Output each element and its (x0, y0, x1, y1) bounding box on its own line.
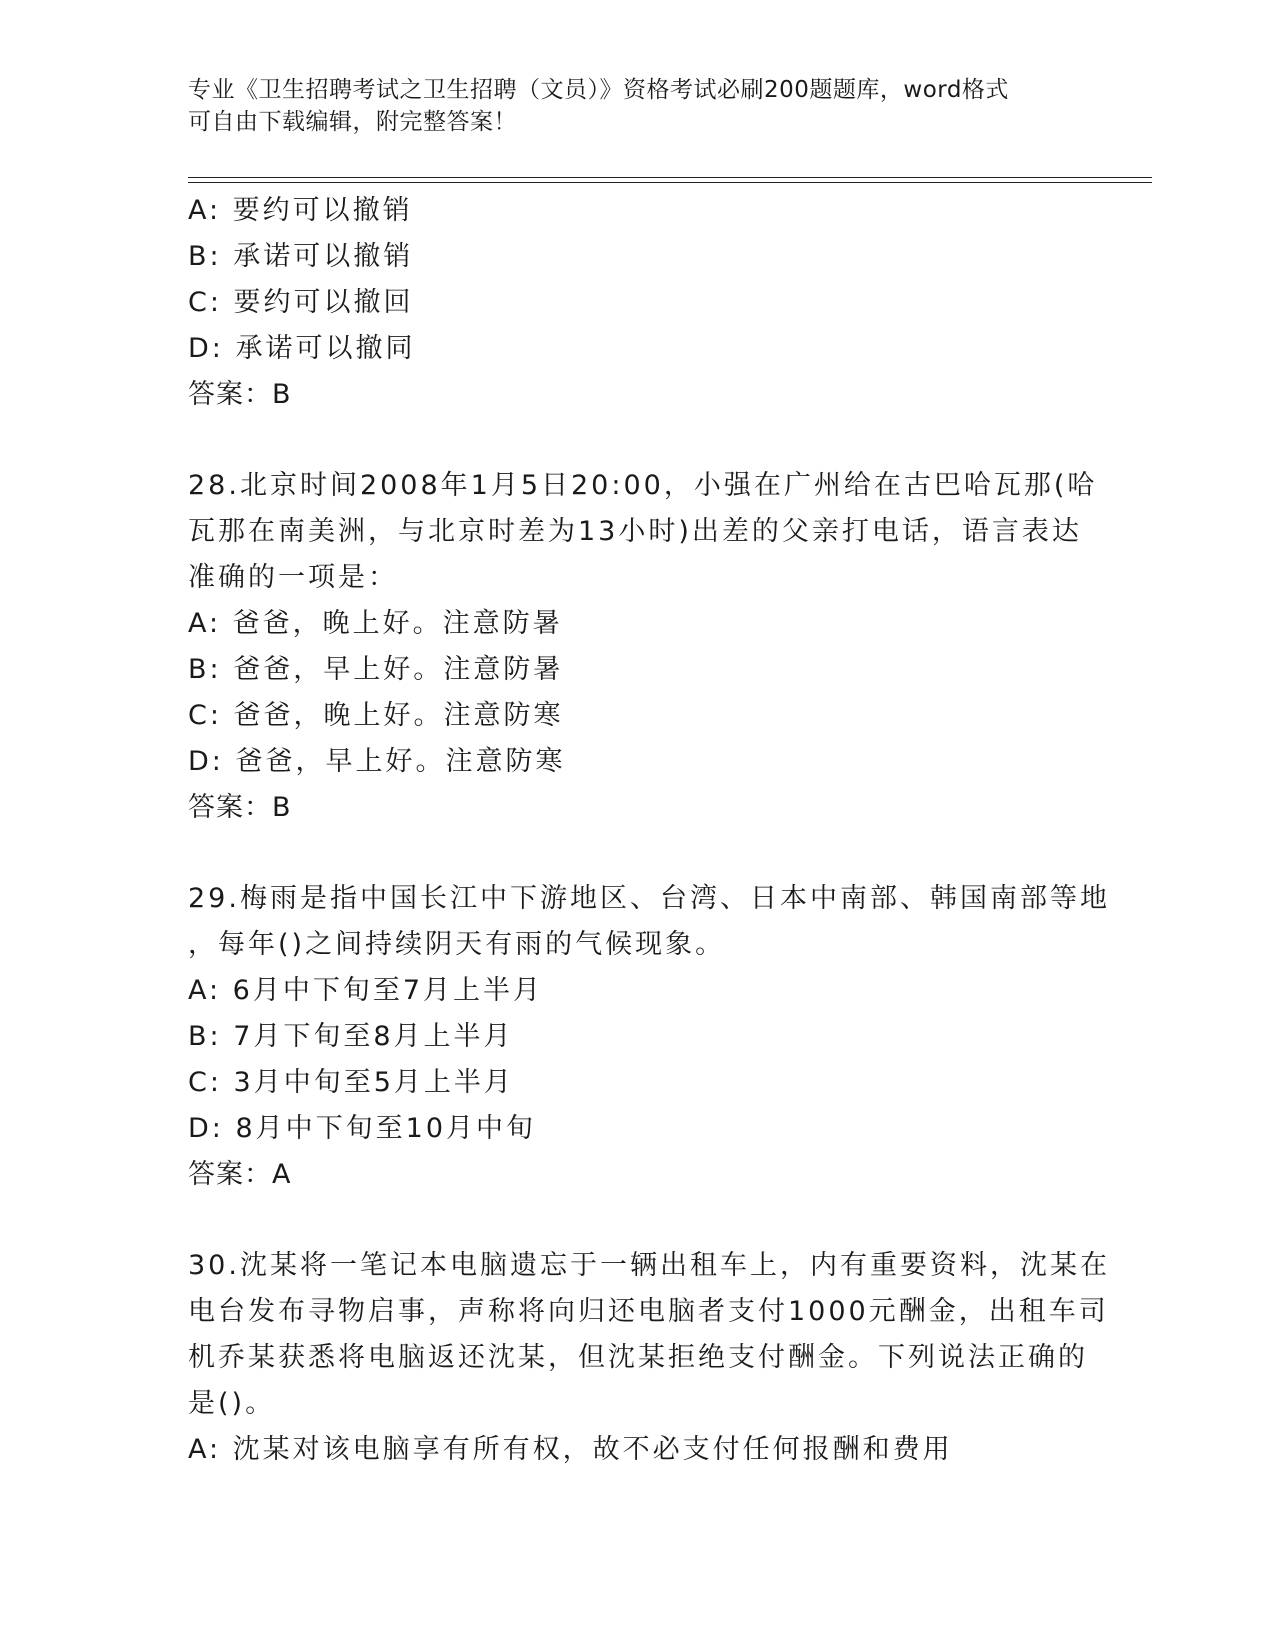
question-text-line: 瓦那在南美洲，与北京时差为13小时)出差的父亲打电话，语言表达 (188, 516, 1082, 547)
header-line-1: 专业《卫生招聘考试之卫生招聘（文员）》资格考试必刷200题题库，word格式 (188, 77, 1009, 103)
question-text-line: ，每年()之间持续阴天有雨的气候现象。 (188, 929, 726, 960)
option-a: A: 要约可以撤销 (188, 195, 413, 226)
answer-line: 答案：B (188, 379, 292, 410)
question-list (188, 188, 1110, 1473)
question-text (188, 1243, 1110, 1427)
question-text-line: 机乔某获悉将电脑返还沈某，但沈某拒绝支付酬金。下列说法正确的 (188, 1342, 1088, 1373)
question-text (188, 876, 1110, 968)
option-d: D: 承诺可以撤同 (188, 333, 416, 364)
option-b: B: 7月下旬至8月上半月 (188, 1021, 514, 1052)
question-text-line: 29.梅雨是指中国长江中下游地区、台湾、日本中南部、韩国南部等地 (188, 883, 1110, 914)
question-28 (188, 463, 1098, 831)
header-divider-top (188, 177, 1152, 178)
option-b: B: 爸爸，早上好。注意防暑 (188, 654, 564, 685)
document-header (188, 74, 1068, 138)
option-d: D: 8月中下旬至10月中旬 (188, 1113, 537, 1144)
question-text-line: 30.沈某将一笔记本电脑遗忘于一辆出租车上，内有重要资料，沈某在 (188, 1250, 1110, 1281)
option-a: A: 爸爸，晚上好。注意防暑 (188, 608, 563, 639)
question-27-continued (188, 188, 1088, 418)
question-text-line: 是()。 (188, 1388, 276, 1419)
answer-line: 答案：A (188, 1159, 292, 1190)
answer-line: 答案：B (188, 792, 292, 823)
question-text-line: 准确的一项是： (188, 562, 398, 593)
option-b: B: 承诺可以撤销 (188, 241, 414, 272)
header-divider-bottom (188, 182, 1152, 183)
question-text-line: 电台发布寻物启事，声称将向归还电脑者支付1000元酬金，出租车司 (188, 1296, 1109, 1327)
option-a: A: 沈某对该电脑享有所有权，故不必支付任何报酬和费用 (188, 1434, 953, 1465)
header-line-2: 可自由下载编辑，附完整答案！ (188, 109, 517, 135)
option-d: D: 爸爸，早上好。注意防寒 (188, 746, 566, 777)
question-30 (188, 1243, 1110, 1473)
option-c: C: 爸爸，晚上好。注意防寒 (188, 700, 564, 731)
question-text (188, 463, 1098, 601)
option-c: C: 要约可以撤回 (188, 287, 414, 318)
question-29 (188, 876, 1110, 1198)
option-a: A: 6月中下旬至7月上半月 (188, 975, 544, 1006)
option-c: C: 3月中旬至5月上半月 (188, 1067, 514, 1098)
question-text-line: 28.北京时间2008年1月5日20:00，小强在广州给在古巴哈瓦那(哈 (188, 470, 1098, 501)
